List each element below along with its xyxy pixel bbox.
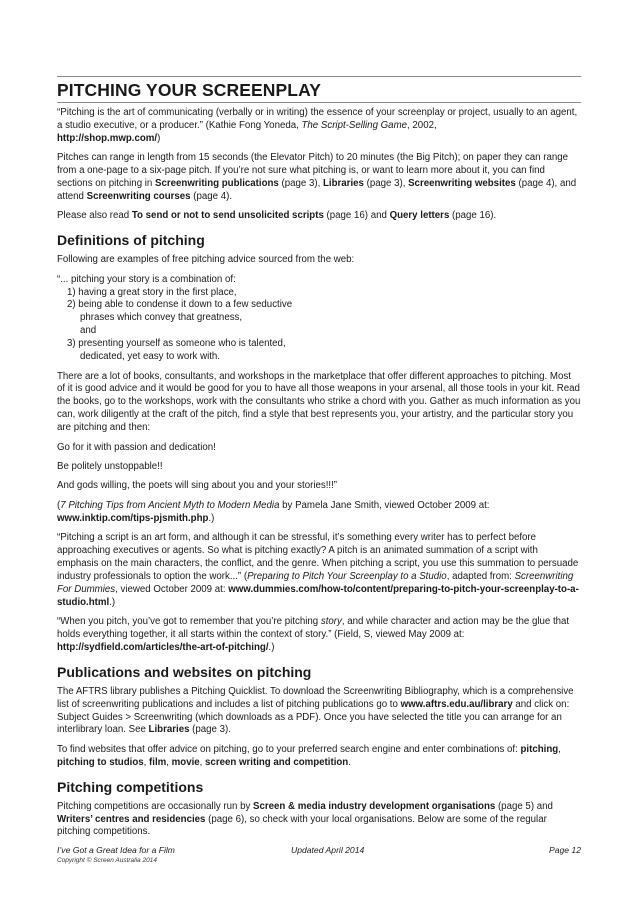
q3-emphasis: story [320,616,342,627]
cite1-close: .) [208,512,215,524]
list-item-3: 3) presenting yourself as someone who is talented, [67,338,286,350]
list-item-2: 2) being able to condense it down to a few seductive [67,299,293,311]
q2-link[interactable]: www.dummies.com/how-to/content/preparing-to-pitch-your-screenplay-to-a-studio.html [57,583,579,608]
cite1-link[interactable]: www.inktip.com/tips-pjsmith.php [57,512,209,524]
title-rule [57,102,581,103]
footer-updated: Updated April 2014 [291,845,365,855]
comp-text-2: (page 5) and [495,800,553,812]
p3-text-1: Please also read [57,210,132,222]
comp-text-1: Pitching competitions are occasionally run by [57,800,254,812]
document-body [57,107,581,846]
passion-line: Go for it with passion and dedication! [57,441,216,453]
link-screenwriting-websites[interactable]: Screenwriting websites [408,178,516,190]
also-read-paragraph [57,210,581,223]
aftrs-paragraph [57,686,581,738]
q2-book: Screenwriting For Dummies [57,570,574,595]
aftrs-text-1: The AFTRS library publishes a Pitching Quicklist. To download the Screenwriting Bibliography, which is a comprehensive list of screenwriting publications and includes a list of pitching publications go to [57,685,574,710]
p3-text-2: (page 16) and [323,210,390,222]
intro-paragraph [57,107,581,146]
p2-text-1: Pitches can range in length from 15 seconds (the Elevator Pitch) to 20 minutes (the Big Pitch); on paper they can range from a one-page to a six-page pitch. If you’re not sure what pitching is, or want to learn more about it, you can find sections on pitching in [57,152,569,190]
intro-quote: “Pitching is the art of communicating (verbally or in writing) the essence of your screenplay or project, usually to an agent, a studio executive, or a producer.” (Kathie Fong Yoneda, [57,107,578,131]
p2-text-3: (page 3), [363,178,409,190]
footer-doc-title: I’ve Got a Great Idea for a Film [57,845,175,855]
keyword-film: film [149,756,167,768]
keyword-screen-writing: screen writing and competition [205,756,349,768]
link-unsolicited-scripts[interactable]: To send or not to send unsolicited scripts [131,210,324,222]
aftrs-text-2: and click on: Subject Guides > Screenwriting (which downloads as a PDF). Once you have selected the title you can arrange for an interlibrary loan. See [57,698,570,736]
list-item-2-cont: phrases which convey that greatness, [80,312,243,324]
intro-link[interactable]: http://shop.mwp.com/ [57,132,158,144]
q3-link[interactable]: http://sydfield.com/articles/the-art-of-pitching/ [57,641,269,653]
footer-page-number: Page 12 [548,845,581,855]
sep-3: , [166,756,172,768]
sep-2: , [143,756,150,768]
list-item-1: 1) having a great story in the first place, [67,286,237,298]
sep-5: . [348,756,351,768]
pitch-length-paragraph [57,152,581,204]
q2-text-3: , viewed October 2009 at: [115,583,229,595]
list-item-2-and: and [80,325,97,337]
q3-text-2: , and while character and action may be the glue that holds everything together, it all starts within the context of story.” (Field, S, viewed May 2009 at: [57,616,570,640]
books-paragraph: There are a lot of books, consultants, and workshops in the marketplace that offer different approaches to pitching. Most of it is good advice and it would be good for you to have all those weapons in your arsenal, all those tools in your kit. Read the books, go to the workshops, work with the consultants who strike a chord with you. Gather as much information as you can, work diligently at the craft of the pitch, find a style that best represents you, your artistry, and the particular story you are pitching and then: [57,370,581,434]
q3-text-1: “When you pitch, you’ve got to remember that you’re pitching [57,616,321,627]
keyword-pitching-to-studios: pitching to studios [57,756,144,768]
link-screenwriting-publications[interactable]: Screenwriting publications [155,178,279,190]
link-libraries[interactable]: Libraries [323,178,364,190]
cite1-open: ( [57,499,61,511]
link-libraries-2[interactable]: Libraries [148,724,190,736]
search-paragraph [57,744,581,770]
heading-definitions: Definitions of pitching [57,232,205,249]
citation-inktip [57,500,581,526]
p2-text-2: (page 3), [278,178,323,190]
unstoppable-line: Be politely unstoppable!! [57,460,163,472]
link-query-letters[interactable]: Query letters [389,210,450,222]
heading-competitions: Pitching competitions [57,778,204,795]
q2-title: Preparing to Pitch Your Screenplay to a Studio [247,570,447,582]
aftrs-link[interactable]: www.aftrs.edu.au/library [400,698,513,710]
heading-publications: Publications and websites on pitching [57,663,312,680]
definitions-intro: Following are examples of free pitching advice sourced from the web: [57,254,355,266]
pitch-combination-list [57,274,581,364]
p2-text-5: (page 4). [190,190,233,202]
intro-year: , 2002, [407,119,437,131]
quote-dummies [57,532,581,609]
link-screenwriting-courses[interactable]: Screenwriting courses [86,190,191,202]
link-screen-media-orgs[interactable]: Screen & media industry development organisations [253,800,496,812]
q2-close: .) [109,596,116,608]
keyword-movie: movie [171,756,200,768]
q3-close: .) [268,641,275,653]
keyword-pitching: pitching [520,743,559,755]
gods-line: And gods willing, the poets will sing about you and your stories!!!” [57,480,338,492]
link-writers-centres[interactable]: Writers’ centres and residencies [57,813,206,825]
cite1-text: by Pamela Jane Smith, viewed October 2009 at: [279,499,490,511]
comp-text-3: (page 6), so check with your local organisations. Below are some of the regular pitching competitions. [57,813,547,838]
sep-1: , [558,743,561,755]
competitions-paragraph [57,801,581,840]
p2-text-4: (page 4), and attend [57,178,577,202]
p3-text-3: (page 16). [449,210,497,222]
sep-4: , [199,756,206,768]
page-title: PITCHING YOUR SCREENPLAY [57,80,321,100]
search-text: To find websites that offer advice on pitching, go to your preferred search engine and enter combinations of: [57,743,521,755]
quote-field [57,616,581,655]
intro-book-title: The Script-Selling Game [301,119,408,131]
list-lead: “... pitching your story is a combination of: [57,273,236,285]
aftrs-text-3: (page 3). [189,724,231,736]
intro-close: ) [157,132,161,144]
top-rule [57,76,581,77]
cite1-title: 7 Pitching Tips from Ancient Myth to Modern Media [60,499,280,511]
q2-text-1: “Pitching a script is an art form, and although it can be stressful, it’s something every writer has to perfect before approaching executives or agents. So what is pitching exactly? A pitch is an animated summation of a script with emphasis on the main characters, the conflict, and the genre. When pitching a script, you use this summation to persuade industry professionals to option the work...” ( [57,532,579,582]
list-item-3-cont: dedicated, yet easy to work with. [80,351,221,363]
q2-text-2: , adapted from: [446,570,515,582]
footer-copyright: Copyright © Screen Australia 2014 [57,857,157,864]
